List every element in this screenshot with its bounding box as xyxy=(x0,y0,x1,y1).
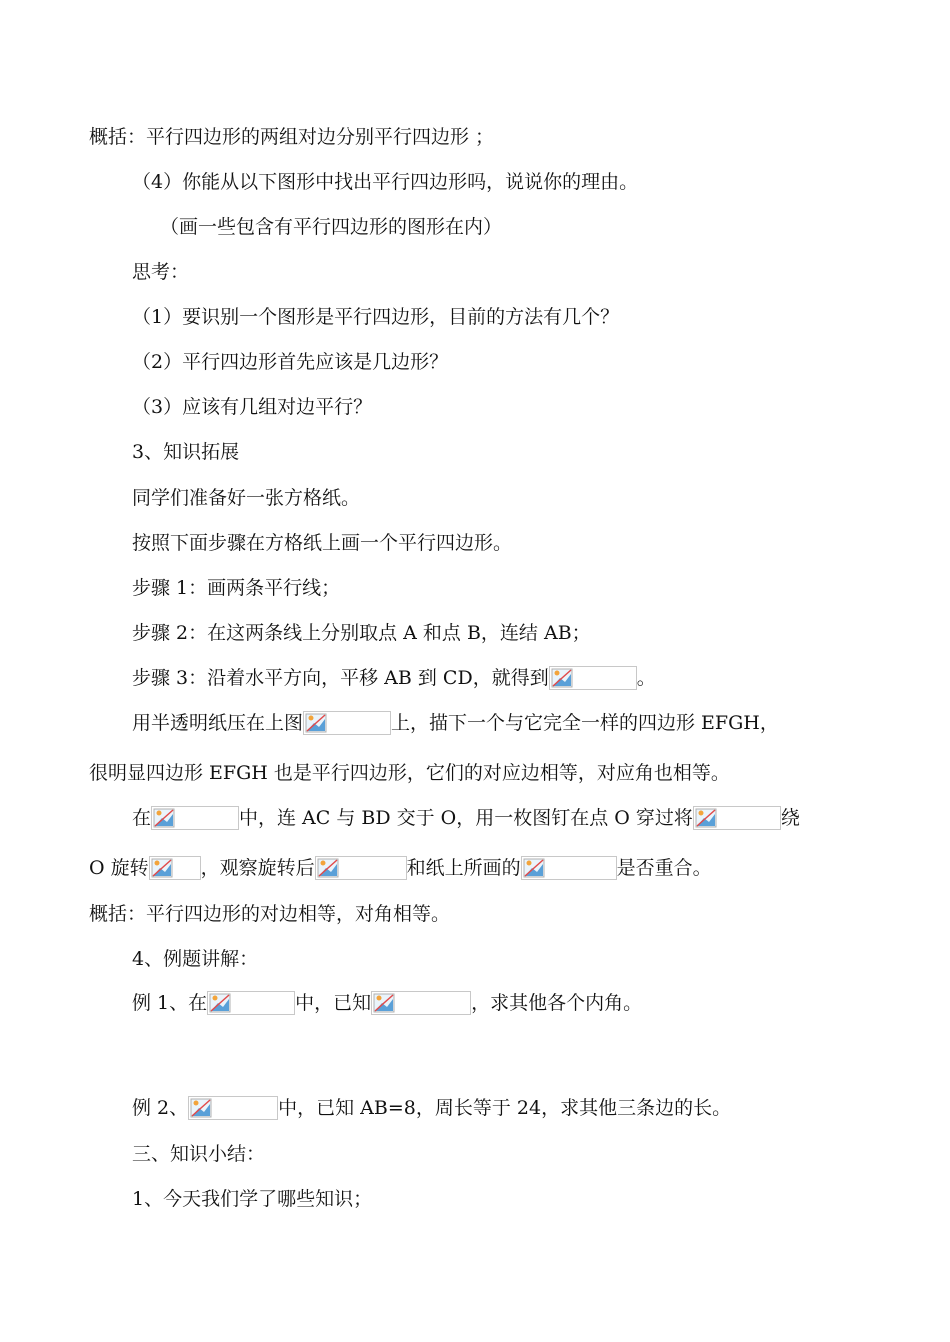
rotate-text-5: ，观察旋转后 xyxy=(200,857,315,879)
think-q2: （2）平行四边形首先应该是几边形？ xyxy=(132,351,449,373)
example-2-text-1: 例 2、 xyxy=(132,1097,189,1119)
section-summary-heading: 三、知识小结： xyxy=(132,1143,266,1165)
rotate-line-1 xyxy=(132,805,800,831)
example-2 xyxy=(132,1095,731,1121)
rotate-line-2 xyxy=(89,855,712,881)
step-3-end: 。 xyxy=(636,667,656,689)
think-q1: （1）要识别一个图形是平行四边形，目前的方法有几个？ xyxy=(132,306,620,328)
broken-image-icon xyxy=(151,806,239,830)
rotate-text-1: 在 xyxy=(132,807,152,829)
rotate-text-6: 和纸上所画的 xyxy=(406,857,521,879)
example-1-text-2: 中，已知 xyxy=(295,992,372,1014)
broken-image-icon xyxy=(693,806,781,830)
steps-intro: 按照下面步骤在方格纸上画一个平行四边形。 xyxy=(132,532,513,554)
trace-text-1: 用半透明纸压在上图 xyxy=(132,712,304,734)
drawing-note: （画一些包含有平行四边形的图形在内） xyxy=(160,216,503,238)
broken-image-icon xyxy=(188,1096,278,1120)
rotate-text-3: 绕 xyxy=(780,807,800,829)
rotate-text-2: 中，连 AC 与 BD 交于 O，用一枚图钉在点 O 穿过将 xyxy=(239,807,693,829)
question-4: （4）你能从以下图形中找出平行四边形吗，说说你的理由。 xyxy=(132,171,639,193)
think-q3: （3）应该有几组对边平行？ xyxy=(132,396,373,418)
trace-line xyxy=(132,710,779,736)
broken-image-icon xyxy=(371,991,471,1015)
broken-image-icon xyxy=(521,856,617,880)
efgh-line: 很明显四边形 EFGH 也是平行四边形，它们的对应边相等，对应角也相等。 xyxy=(89,762,730,784)
broken-image-icon xyxy=(549,666,637,690)
step-3-text: 步骤 3：沿着水平方向，平移 AB 到 CD，就得到 xyxy=(132,667,549,689)
trace-text-2: 上，描下一个与它完全一样的四边形 EFGH， xyxy=(391,712,779,734)
step-2: 步骤 2：在这两条线上分别取点 A 和点 B，连结 AB； xyxy=(132,622,591,644)
section-3-heading: 3、知识拓展 xyxy=(132,441,240,463)
broken-image-icon xyxy=(315,856,407,880)
summary-line-1: 概括：平行四边形的两组对边分别平行四边形 ； xyxy=(89,126,495,148)
section-4-heading: 4、例题讲解： xyxy=(132,948,259,970)
rotate-text-4: O 旋转 xyxy=(89,857,149,879)
summary-item-1: 1、今天我们学了哪些知识； xyxy=(132,1188,373,1210)
step-1: 步骤 1：画两条平行线； xyxy=(132,577,341,599)
step-3 xyxy=(132,665,656,691)
broken-image-icon xyxy=(149,856,201,880)
rotate-text-7: 是否重合。 xyxy=(616,857,712,879)
summary-line-2: 概括：平行四边形的对边相等，对角相等。 xyxy=(89,903,451,925)
prepare-paper: 同学们准备好一张方格纸。 xyxy=(132,487,361,509)
think-heading: 思考： xyxy=(132,261,190,283)
example-1-text-3: ，求其他各个内角。 xyxy=(471,992,643,1014)
example-2-text-2: 中，已知 AB=8，周长等于 24，求其他三条边的长。 xyxy=(278,1097,732,1119)
broken-image-icon xyxy=(207,991,295,1015)
broken-image-icon xyxy=(303,711,391,735)
example-1 xyxy=(132,990,642,1016)
example-1-text-1: 例 1、在 xyxy=(132,992,208,1014)
